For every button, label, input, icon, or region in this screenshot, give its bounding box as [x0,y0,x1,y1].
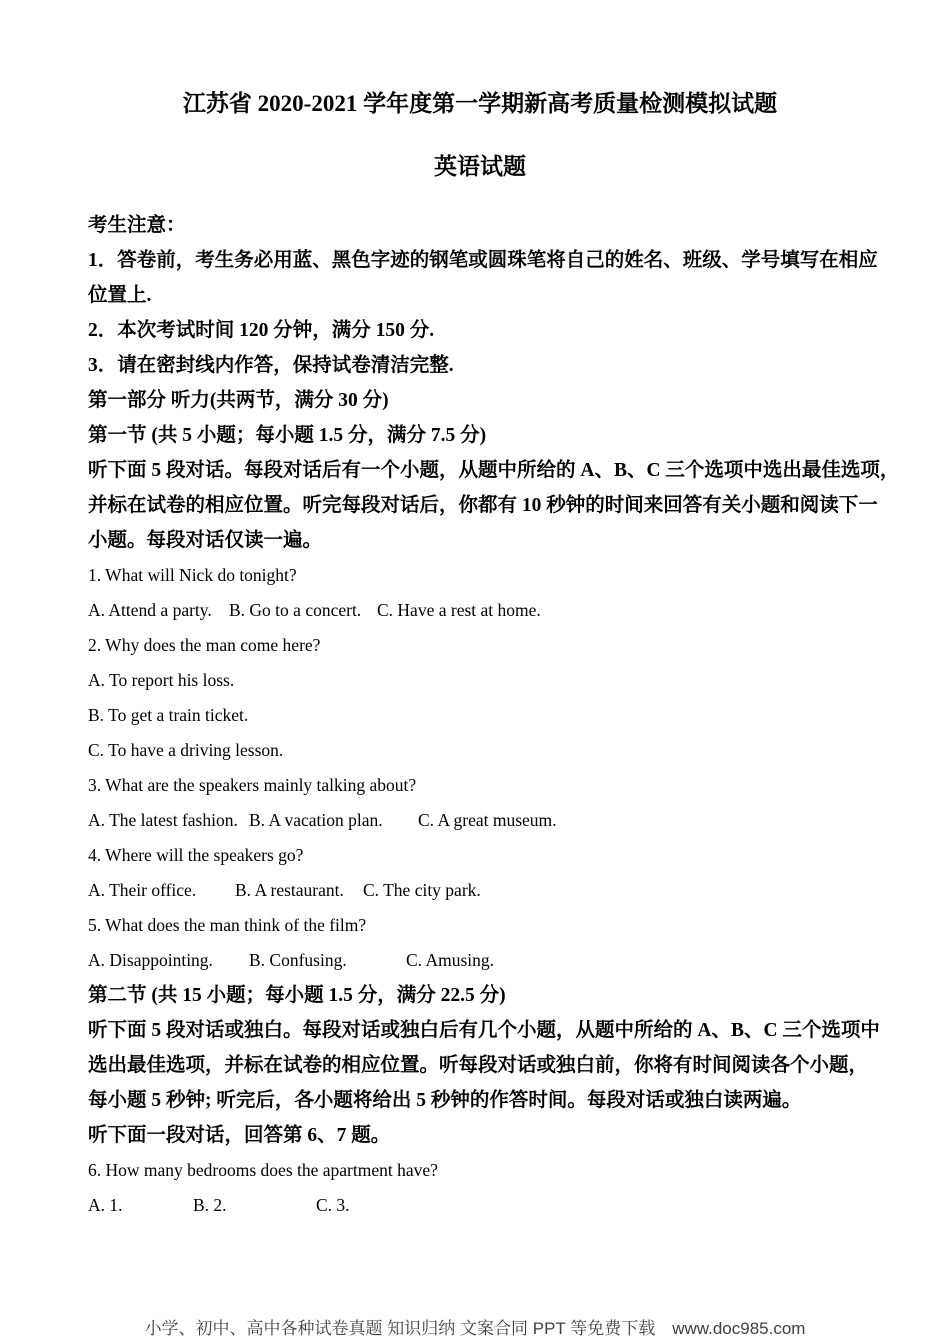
question-3-option-a: A. The latest fashion. [88,810,238,830]
question-4-option-a: A. Their office. [88,880,197,900]
question-6-option-c: C. 3. [316,1195,350,1215]
question-5-option-b: B. Confusing. [249,950,347,970]
page-footer: 小学、初中、高中各种试卷真题 知识归纳 文案合同 PPT 等免费下载 www.doc985.com [144,1319,806,1338]
question-3-option-b: B. A vacation plan. [249,810,383,830]
exam-subtitle: 英语试题 [434,154,526,179]
question-6-option-b: B. 2. [193,1195,227,1215]
question-4-option-b: B. A restaurant. [235,880,344,900]
section1-instruction-line-2: 并标在试卷的相应位置。听完每段对话后，你都有 10 秒钟的时间来回答有关小题和阅读下一 [88,495,878,516]
exam-title: 江苏省 2020-2021 学年度第一学期新高考质量检测模拟试题 [182,91,778,116]
question-6-option-a: A. 1. [88,1195,123,1215]
question-2-option-a: A. To report his loss. [88,670,235,690]
question-5-option-a: A. Disappointing. [88,950,213,970]
question-2-option-c: C. To have a driving lesson. [88,740,284,760]
section1-instruction-line-1: 听下面 5 段对话。每段对话后有一个小题，从题中所给的 A、B、C 三个选项中选出最佳选项， [88,460,900,481]
question-1-option-a: A. Attend a party. [88,600,212,620]
question-4-option-c: C. The city park. [363,880,481,900]
question-4-text: 4. Where will the speakers go? [88,845,304,865]
section2-heading: 第二节 (共 15 小题；每小题 1.5 分，满分 22.5 分) [88,985,506,1006]
question-5-text: 5. What does the man think of the film? [88,915,367,935]
question-3-options [88,803,872,838]
notice-heading: 考生注意： [88,215,186,236]
question-1-text: 1. What will Nick do tonight? [88,565,297,585]
body-lines [88,208,900,1223]
question-3-text: 3. What are the speakers mainly talking about? [88,775,417,795]
question-4-options [88,873,872,908]
part1-heading: 第一部分 听力(共两节，满分 30 分) [88,390,389,411]
notice-line-2: 2．本次考试时间 120 分钟，满分 150 分. [88,320,435,341]
notice-line-3: 3．请在密封线内作答，保持试卷清洁完整. [88,355,454,376]
section2-instruction-line-3: 每小题 5 秒钟; 听完后，各小题将给出 5 秒钟的作答时间。每段对话或独白读两遍。 [88,1090,802,1111]
section1-heading: 第一节 (共 5 小题；每小题 1.5 分，满分 7.5 分) [88,425,487,446]
question-2-option-b: B. To get a train ticket. [88,705,249,725]
notice-line-1: 1．答卷前，考生务必用蓝、黑色字迹的钢笔或圆珠笔将自己的姓名、班级、学号填写在相应 [88,250,878,271]
notice-line-1-wrap: 位置上. [88,285,152,306]
question-5-option-c: C. Amusing. [406,950,495,970]
question-5-options [88,943,872,978]
question-3-option-c: C. A great museum. [418,810,557,830]
question-1-option-c: C. Have a rest at home. [377,600,541,620]
question-2-text: 2. Why does the man come here? [88,635,321,655]
question-6-options [88,1188,872,1223]
question-1-options [88,593,872,628]
section2-instruction-line-2: 选出最佳选项，并标在试卷的相应位置。听每段对话或独白前，你将有时间阅读各个小题， [88,1055,869,1076]
question-6-text: 6. How many bedrooms does the apartment have? [88,1160,438,1180]
section1-instruction-line-3: 小题。每段对话仅读一遍。 [88,530,323,551]
question-1-option-b: B. Go to a concert. [229,600,362,620]
section2-instruction-line-1: 听下面 5 段对话或独白。每段对话或独白后有几个小题，从题中所给的 A、B、C 三个选项中 [88,1020,880,1041]
section2-dialog-hint: 听下面一段对话，回答第 6、7 题。 [88,1125,391,1146]
